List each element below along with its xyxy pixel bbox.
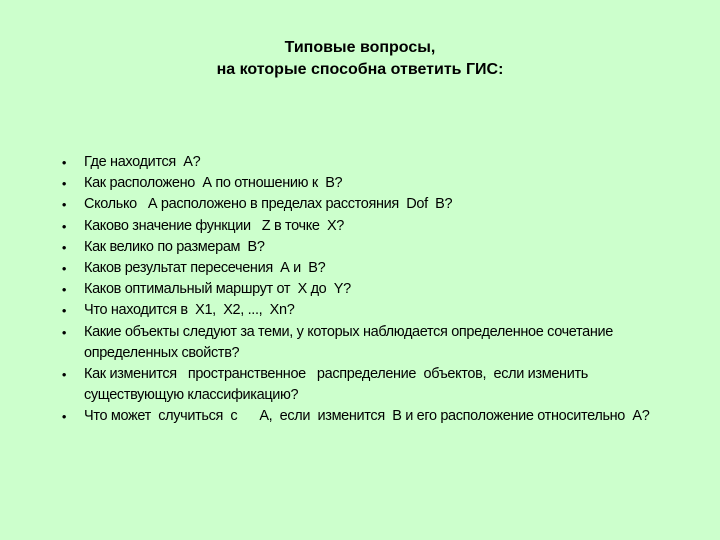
slide-title-line-1: Типовые вопросы, (284, 39, 436, 56)
list-item-text: Какие объекты следуют за теми, у которых наблюдается определенное сочетание определенных свойств? (84, 323, 617, 361)
list-item-text: Что находится в X1, X2, ..., Xn? (84, 302, 295, 319)
list-item (58, 152, 678, 173)
list-item-text: Как велико по размерам В? (84, 238, 265, 255)
list-item-text: Где находится А? (84, 154, 201, 170)
list-item-text: Каков оптимальный маршрут от X до Y? (84, 281, 351, 298)
list-item-text: Сколько А расположено в пределах расстояния Dоf В? (84, 196, 453, 213)
bullet-dot-icon: • (61, 303, 67, 319)
list-item (58, 322, 678, 364)
list-item-text: Каково значение функции Z в точке X? (84, 217, 345, 234)
list-item (58, 258, 678, 279)
bullet-dot-icon: • (61, 239, 67, 255)
list-item-text: Что может случиться с А, если изменится В и его расположение относительно А? (84, 408, 650, 425)
list-item (58, 237, 678, 258)
slide-title (0, 37, 720, 81)
list-item (58, 406, 678, 427)
list-item-text: Как расположено А по отношению к В? (84, 175, 343, 192)
bullet-dot-icon: • (61, 197, 67, 213)
bullet-dot-icon: • (61, 409, 67, 425)
list-item (58, 300, 678, 321)
bullet-dot-icon: • (61, 367, 67, 383)
list-item (58, 173, 678, 194)
bullet-dot-icon: • (61, 261, 67, 277)
bullet-dot-icon: • (61, 282, 67, 298)
bullet-dot-icon: • (61, 324, 67, 340)
bullet-dot-icon: • (61, 218, 67, 234)
slide-title-line-2: на которые способна ответить ГИС: (216, 61, 504, 78)
list-item (58, 216, 678, 237)
list-item (58, 194, 678, 215)
list-item-text: Как изменится пространственное распределение объектов, если изменить существующую классификацию? (84, 366, 592, 404)
list-item-text: Каков результат пересечения А и В? (84, 260, 326, 277)
bullet-dot-icon: • (61, 155, 67, 170)
list-item (58, 364, 678, 406)
question-list (58, 152, 678, 428)
list-item (58, 279, 678, 300)
bullet-dot-icon: • (61, 176, 67, 192)
